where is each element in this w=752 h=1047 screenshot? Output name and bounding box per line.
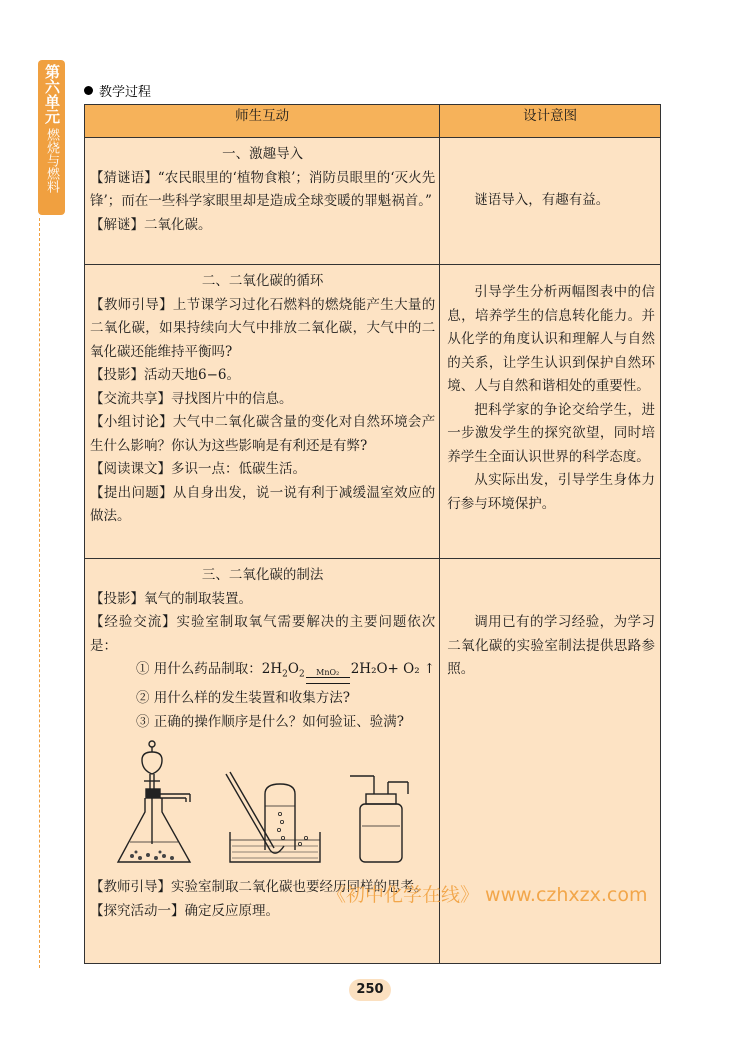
intent-text: 谜语导入，有趣有益。 (474, 192, 610, 209)
section-heading (84, 81, 151, 100)
equation-prefix: ① 用什么药品制取：2H (136, 661, 283, 677)
text-line: 【教师引导】上节课学习过化石燃料的燃烧能产生大量的二氧化碳，如果持续向大气中排放二氧化碳，大气中的二氧化碳还能维持平衡吗? (90, 296, 436, 360)
stage-title: 二、二氧化碳的循环 (201, 273, 324, 289)
text-line: 【经验交流】实验室制取氧气需要解决的主要问题依次是： (90, 614, 436, 654)
question-1: ① 用什么药品制取：$2H_2O_2$ MnO₂ 2H₂O+ O₂ ↑ (90, 658, 435, 687)
gas-bubbles (277, 813, 307, 846)
side-dashed-line (39, 218, 40, 968)
intent-text: 从实际出发，引导学生身体力行参与环境保护。 (447, 472, 655, 512)
watermark: 《初中化学在线》 www.czhxzx.com (327, 884, 648, 906)
equation-oxygen: O (287, 661, 299, 677)
unit-side-tab (38, 60, 65, 215)
reaction-arrow (306, 668, 350, 684)
text-line: 【解谜】二氧化碳。 (90, 216, 212, 233)
text-line: 【投影】氧气的制取装置。 (90, 590, 252, 607)
page-number: 250 (349, 979, 391, 1001)
section-heading-text: 教学过程 (99, 85, 152, 100)
topic-label: 燃烧与燃料 (44, 128, 59, 193)
intent-text: 引导学生分析两幅图表中的信息，培养学生的信息转化能力。并从化学的角度认识和理解人与自然的关系，让学生认识到保护自然环境、人与自然和谐相处的重要性。 (447, 284, 655, 394)
text-line: 【小组讨论】大气中二氧化碳含量的变化对自然环境会产生什么影响？你认为这些影响是有利还是有弊? (90, 414, 436, 454)
question-2: ② 用什么样的发生装置和收集方法? (136, 690, 351, 707)
intent-cell (440, 138, 661, 265)
text-line: 【教师引导】实验室制取二氧化碳也要经历同样的思考。 (90, 879, 428, 896)
interaction-cell (85, 265, 440, 559)
header-interaction: 师生互动 (85, 105, 440, 138)
intent-text: 调用已有的学习经验，为学习二氧化碳的实验室制法提供思路参照。 (447, 614, 655, 677)
text-line: 【探究活动一】确定反应原理。 (90, 902, 279, 919)
text-line: 【投影】活动天地6−6。 (90, 367, 240, 383)
text-line: 【猜谜语】“农民眼里的‘植物食粮’；消防员眼里的‘灭火先锋’；而在一些科学家眼里却是造成全球变暖的罪魁祸首。” (90, 169, 436, 209)
bullet-icon (84, 86, 93, 95)
question-3: ③ 正确的操作顺序是什么？如何验证、验满? (136, 713, 405, 730)
equation-products: 2H₂O+ O₂ ↑ (350, 661, 436, 677)
flask-solids (130, 851, 174, 861)
apparatus-illustration (90, 734, 435, 876)
water-trough-apparatus (226, 772, 320, 862)
lesson-table (84, 104, 661, 964)
interaction-cell (85, 138, 440, 265)
text-line: 【提出问题】从自身出发，说一说有利于减缓温室效应的做法。 (90, 484, 436, 524)
gas-bottle-apparatus (350, 776, 408, 862)
stage-title: 三、二氧化碳的制法 (201, 567, 324, 583)
apparatus-drawing (90, 734, 425, 876)
intent-text: 把科学家的争论交给学生，进一步激发学生的探究欲望，同时培养学生全面认识世界的科学态度。 (447, 401, 655, 465)
intent-cell (440, 265, 661, 559)
stage-title: 一、激趣导入 (222, 146, 304, 162)
text-line: 【交流共享】寻找图片中的信息。 (90, 390, 293, 407)
catalyst-label: MnO₂ (316, 668, 340, 677)
table-row (85, 265, 661, 559)
text-line: 【阅读课文】多识一点：低碳生活。 (90, 461, 306, 477)
table-row (85, 138, 661, 265)
flask-apparatus (118, 741, 190, 862)
unit-label: 第六单元 (43, 64, 61, 124)
table-header-row (85, 105, 661, 138)
header-design-intent: 设计意图 (440, 105, 661, 138)
